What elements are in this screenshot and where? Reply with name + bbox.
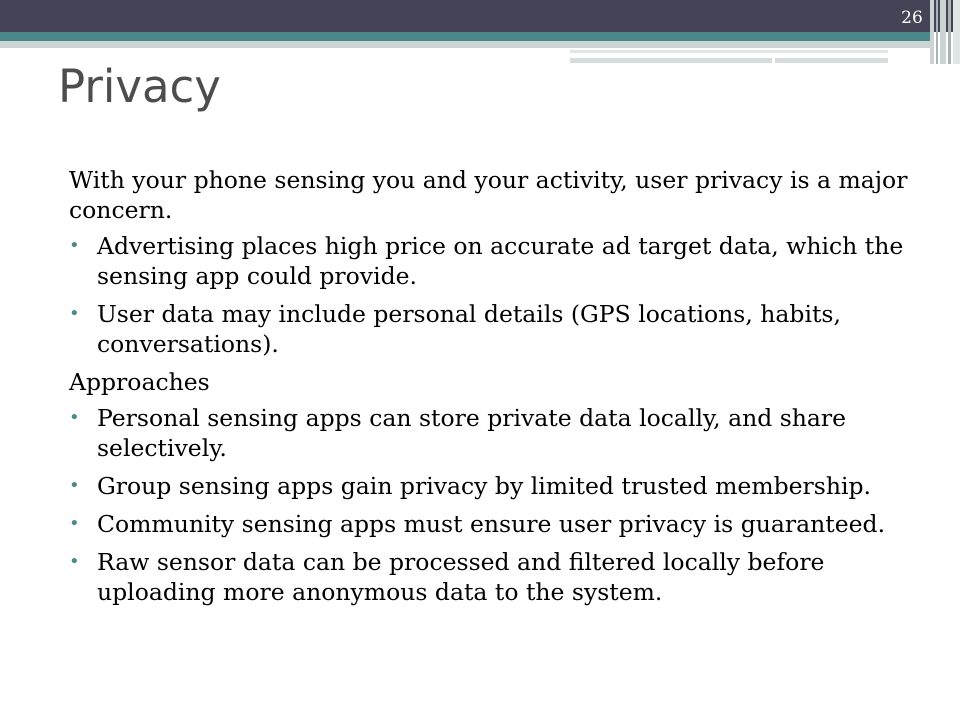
list-item-text: Personal sensing apps can store private data locally, and share selectively.: [97, 404, 847, 462]
slide-title: Privacy: [58, 60, 221, 113]
slide-body: [69, 165, 909, 615]
concerns-list: [69, 231, 909, 359]
intro-paragraph: With your phone sensing you and your activity, user privacy is a major concern.: [69, 166, 908, 224]
list-item: [69, 299, 909, 359]
bullet-icon: •: [69, 475, 80, 496]
bullet-icon: •: [69, 303, 80, 324]
slide-number: 26: [901, 8, 923, 28]
approaches-heading: Approaches: [69, 368, 210, 396]
accent-bar-secondary: [0, 41, 930, 48]
bullet-icon: •: [69, 407, 80, 428]
header-band: [0, 0, 960, 32]
list-item-text: Community sensing apps must ensure user privacy is guaranteed.: [97, 510, 886, 538]
decorative-stripe: [940, 0, 946, 64]
list-item: [69, 547, 909, 607]
decorative-stripe: [953, 0, 960, 64]
list-item-text: Advertising places high price on accurate ad target data, which the sensing app could provide.: [97, 232, 904, 290]
approaches-list: [69, 403, 909, 607]
decorative-line: [570, 50, 888, 53]
decorative-line: [570, 58, 772, 63]
bullet-icon: •: [69, 513, 80, 534]
bullet-icon: •: [69, 235, 80, 256]
list-item-text: Group sensing apps gain privacy by limited trusted membership.: [97, 472, 872, 500]
decorative-stripe: [948, 0, 951, 64]
list-item-text: User data may include personal details (GPS locations, habits, conversations).: [97, 300, 841, 358]
decorative-stripe: [936, 0, 938, 64]
list-item: [69, 471, 909, 501]
decorative-line: [775, 58, 888, 63]
bullet-icon: •: [69, 551, 80, 572]
list-item-text: Raw sensor data can be processed and filtered locally before uploading more anonymous data to the system.: [97, 548, 825, 606]
list-item: [69, 509, 909, 539]
list-item: [69, 231, 909, 291]
accent-bar: [0, 32, 930, 41]
list-item: [69, 403, 909, 463]
